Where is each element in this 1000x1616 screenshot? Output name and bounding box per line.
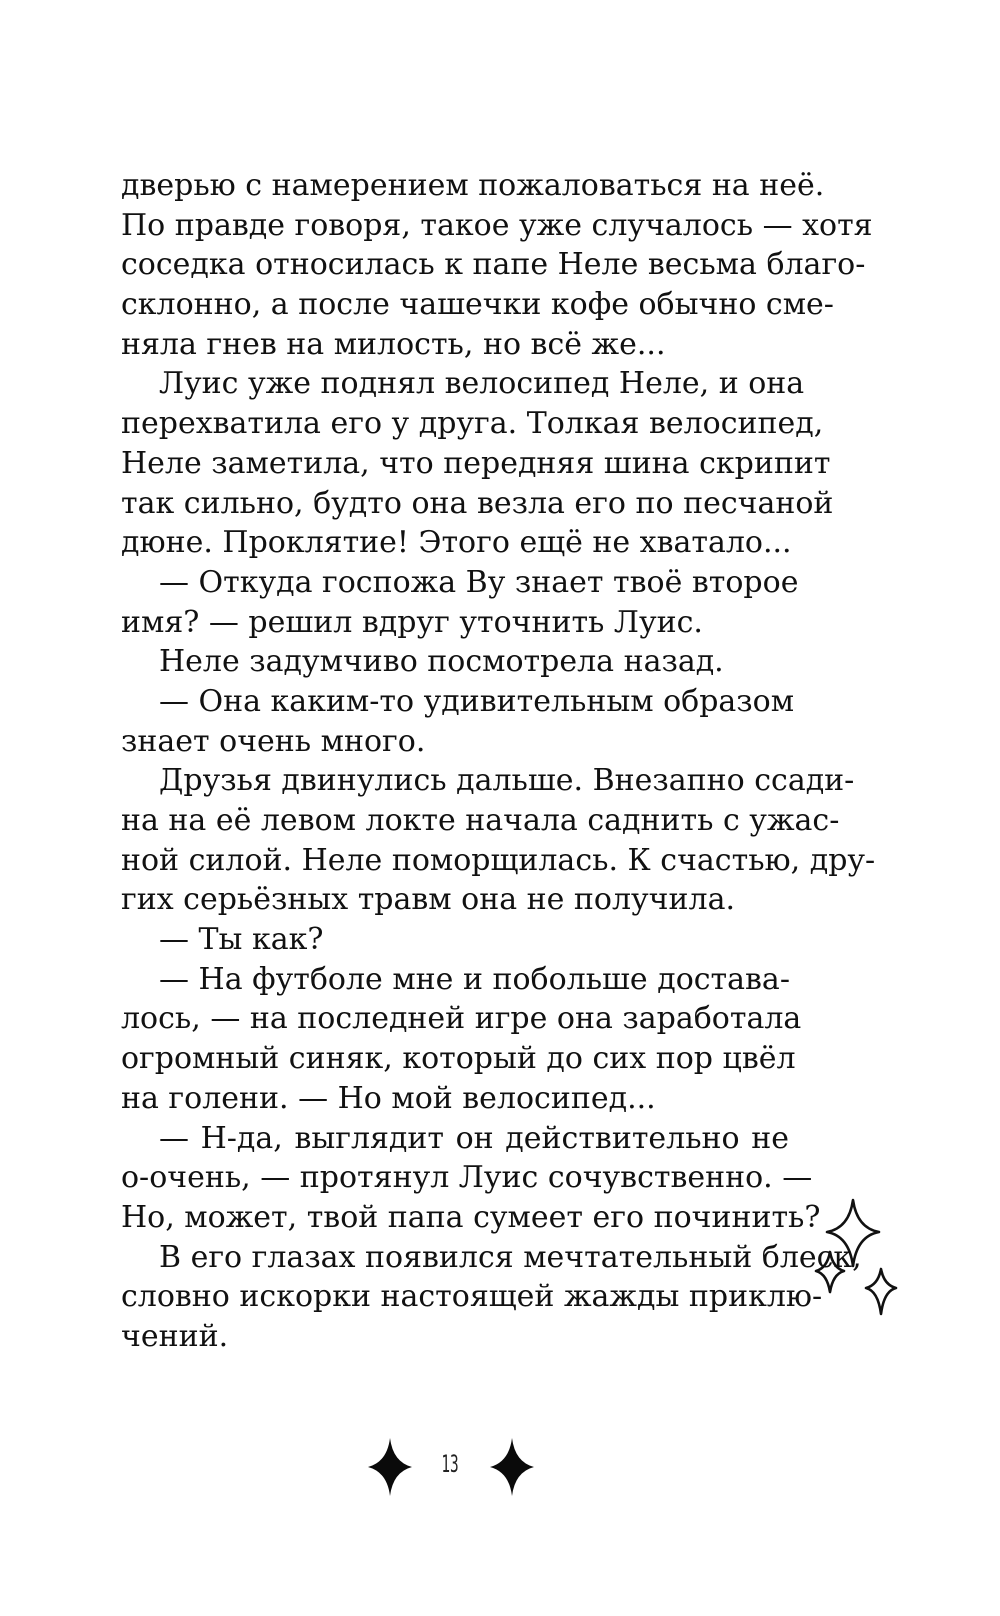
text-line: Луис уже поднял велосипед Неле, и она [159,366,805,402]
text-line: Но, может, твой папа сумеет его починить? [121,1199,821,1235]
text-line: знает очень много. [121,723,426,759]
text-line: — На футболе мне и побольше достава- [159,961,790,997]
text-line: Неле задумчиво посмотрела назад. [159,644,724,680]
text-line: огромный синяк, который до сих пор цвёл [121,1041,796,1077]
text-line: В его глазах появился мечтательный блеск, [159,1239,862,1275]
text-line: Неле заметила, что передняя шина скрипит [121,445,831,481]
star-left-icon [368,1438,412,1496]
text-line: на на её левом локте начала саднить с ужас- [121,803,840,838]
text-line: на голени. — Но мой велосипед... [121,1080,656,1116]
text-line: няла гнев на милость, но всё же... [121,326,666,362]
text-line: гих серьёзных травм она не получила. [121,882,735,918]
text-line: Друзья двинулись дальше. Внезапно ссади- [159,763,855,799]
text-line: — Н-да, выглядит он действительно не [159,1120,789,1156]
text-line: — Откуда госпожа Ву знает твоё второе [159,564,799,600]
text-line: лось, — на последней игре она заработала [121,1001,802,1037]
text-line: — Она каким-то удивительным образом [159,683,795,719]
sparkle-right-icon [866,1269,896,1314]
text-line: о-очень, — протянул Луис сочувственно. — [121,1160,813,1196]
text-line: чений. [121,1318,229,1354]
sparkle-large-icon [827,1200,879,1266]
text-line: перехватила его у друга. Толкая велосипед, [121,406,824,442]
body-text [121,166,876,1357]
text-line: дюне. Проклятие! Этого ещё не хватало... [121,525,792,561]
text-line: дверью с намерением пожаловаться на неё. [121,168,825,203]
text-line: — Ты как? [159,922,324,958]
text-line: так сильно, будто она везла его по песчаной [121,485,834,521]
text-line: словно искорки настоящей жажды приклю- [121,1279,823,1315]
page-number: 13 [441,1450,459,1478]
text-line: имя? — решил вдруг уточнить Луис. [121,604,703,640]
sparkles-icon [808,1196,908,1336]
text-line: ной силой. Неле поморщилась. К счастью, дру- [121,842,876,878]
text-line: склонно, а после чашечки кофе обычно сме- [121,287,834,323]
sparkle-left-icon [816,1252,844,1292]
star-right-icon [490,1438,534,1496]
text-line: По правде говоря, такое уже случалось — хотя [121,207,873,243]
text-line: соседка относилась к папе Неле весьма благо- [121,247,866,283]
